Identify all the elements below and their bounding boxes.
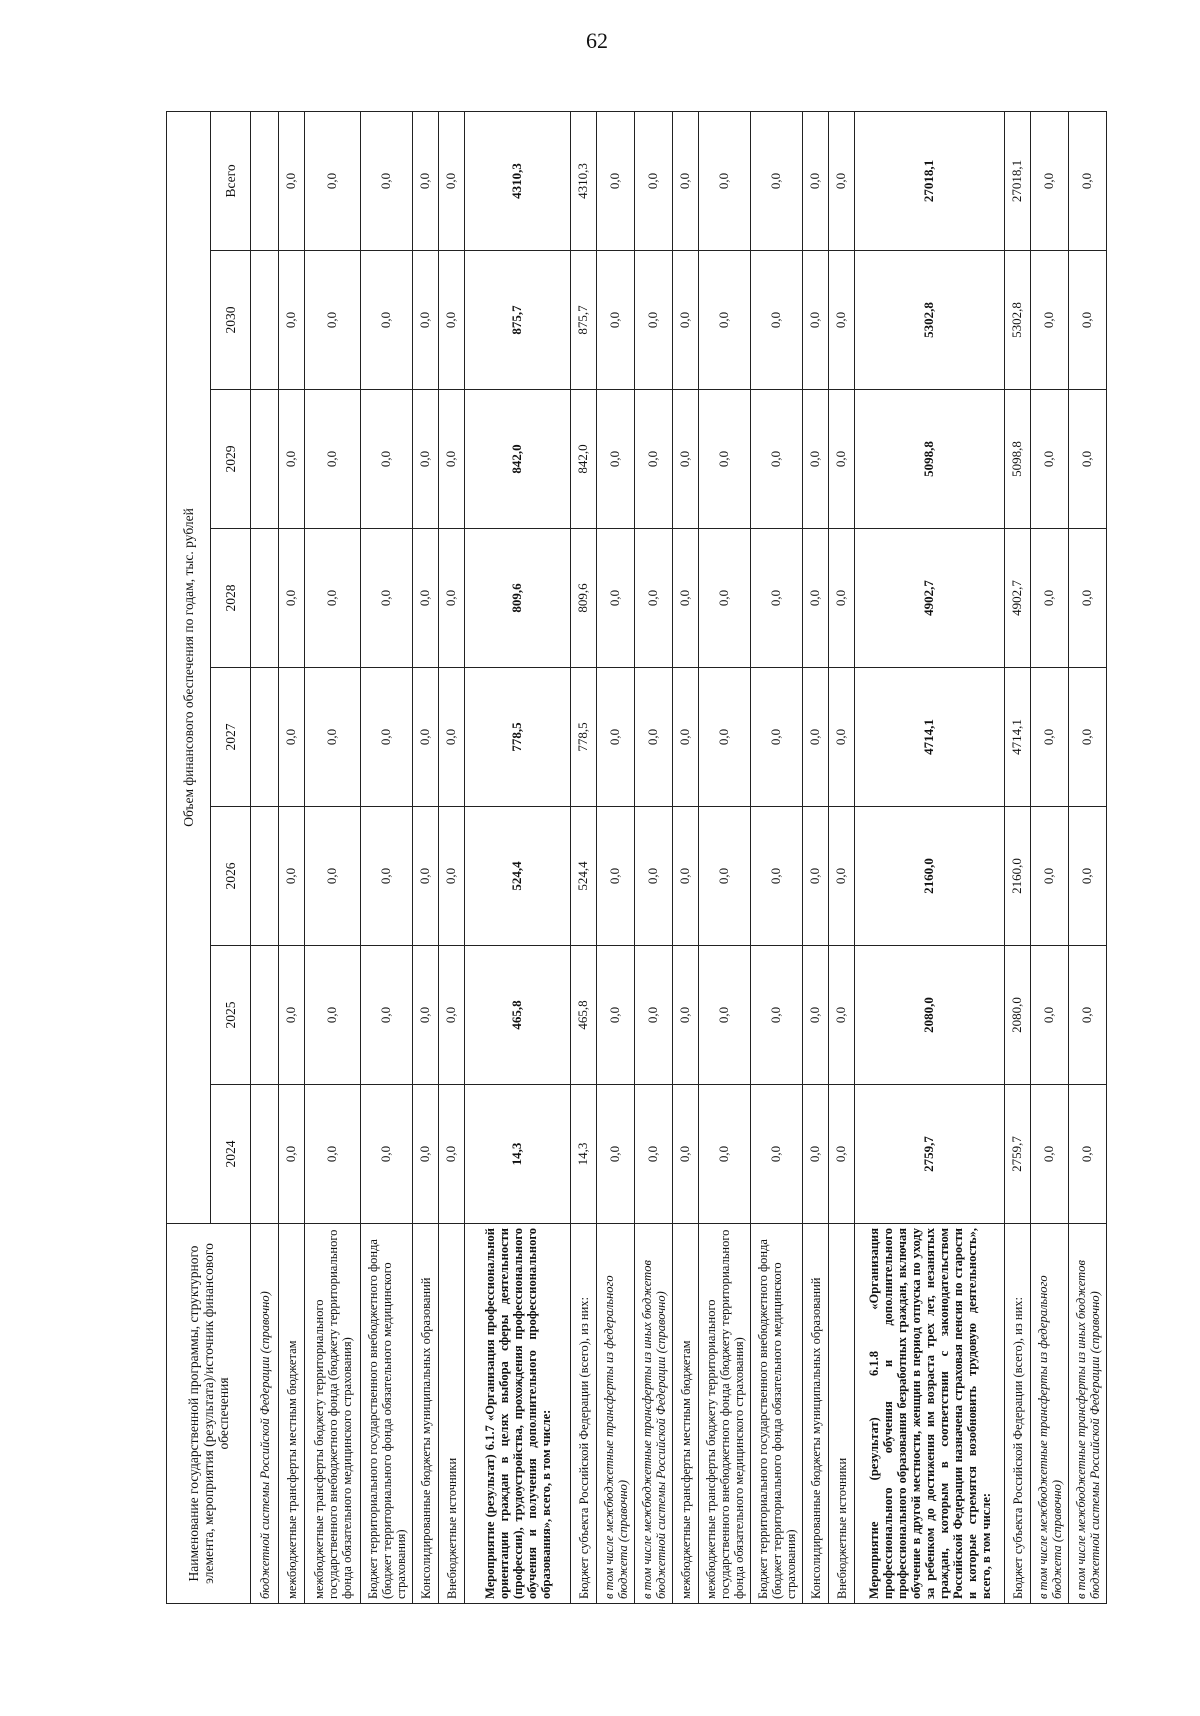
table-row — [673, 111, 699, 1603]
cell-2026: 0,0 — [361, 807, 413, 946]
cell-2028: 0,0 — [1031, 529, 1069, 668]
cell-Всего: 0,0 — [635, 111, 673, 250]
cell-2027: 4714,1 — [855, 668, 1005, 807]
cell-2024: 2759,7 — [855, 1085, 1005, 1224]
cell-2027: 0,0 — [413, 668, 439, 807]
header-year-2027: 2027 — [211, 668, 251, 807]
table-row — [251, 111, 279, 1603]
header-total: Всего — [211, 111, 251, 250]
table-row — [571, 111, 597, 1603]
cell-2025 — [251, 946, 279, 1085]
rotated-table-wrapper — [166, 112, 1102, 1604]
cell-Всего: 27018,1 — [1005, 111, 1031, 250]
cell-2027: 0,0 — [803, 668, 829, 807]
cell-2030 — [251, 251, 279, 390]
cell-Всего: 0,0 — [439, 111, 465, 250]
cell-2025: 0,0 — [597, 946, 635, 1085]
cell-2029 — [251, 390, 279, 529]
table-row — [279, 111, 305, 1603]
cell-2029: 0,0 — [279, 390, 305, 529]
cell-2024: 0,0 — [439, 1085, 465, 1224]
cell-2027: 0,0 — [361, 668, 413, 807]
cell-2027: 0,0 — [439, 668, 465, 807]
cell-2024: 0,0 — [635, 1085, 673, 1224]
cell-2028: 809,6 — [571, 529, 597, 668]
table-row — [635, 111, 673, 1603]
cell-2024: 0,0 — [699, 1085, 751, 1224]
cell-2027: 0,0 — [597, 668, 635, 807]
cell-2026: 0,0 — [751, 807, 803, 946]
header-year-2025: 2025 — [211, 946, 251, 1085]
cell-2028: 4902,7 — [855, 529, 1005, 668]
row-name: в том числе межбюджетные трансферты из иных бюджетов бюджетной системы Российской Федерации (справочно) — [1069, 1224, 1107, 1604]
cell-2027: 0,0 — [1031, 668, 1069, 807]
row-name: межбюджетные трансферты бюджету территориального государственного внебюджетного фонда (бюджету территориального фонда обязательного медицинского страхования) — [699, 1224, 751, 1604]
cell-2028: 0,0 — [829, 529, 855, 668]
row-name: межбюджетные трансферты местным бюджетам — [673, 1224, 699, 1604]
cell-2030: 0,0 — [635, 251, 673, 390]
cell-Всего: 0,0 — [413, 111, 439, 250]
cell-Всего: 4310,3 — [465, 111, 571, 250]
cell-2025: 0,0 — [751, 946, 803, 1085]
cell-2030: 0,0 — [1031, 251, 1069, 390]
cell-2028: 0,0 — [673, 529, 699, 668]
cell-2026: 0,0 — [279, 807, 305, 946]
cell-Всего — [251, 111, 279, 250]
cell-2025: 0,0 — [635, 946, 673, 1085]
cell-Всего: 0,0 — [305, 111, 361, 250]
cell-Всего: 0,0 — [597, 111, 635, 250]
cell-2025: 465,8 — [571, 946, 597, 1085]
table-row — [465, 111, 571, 1603]
cell-2024: 0,0 — [673, 1085, 699, 1224]
cell-2024: 0,0 — [305, 1085, 361, 1224]
cell-Всего: 0,0 — [1031, 111, 1069, 250]
cell-2025: 2080,0 — [1005, 946, 1031, 1085]
table-row — [1005, 111, 1031, 1603]
table-row — [699, 111, 751, 1603]
cell-2028: 0,0 — [305, 529, 361, 668]
cell-2024: 0,0 — [1031, 1085, 1069, 1224]
cell-2026: 2160,0 — [1005, 807, 1031, 946]
row-name: Консолидированные бюджеты муниципальных образований — [803, 1224, 829, 1604]
table-row — [439, 111, 465, 1603]
cell-2028: 0,0 — [1069, 529, 1107, 668]
cell-Всего: 0,0 — [829, 111, 855, 250]
header-year-2024: 2024 — [211, 1085, 251, 1224]
cell-2024: 0,0 — [829, 1085, 855, 1224]
cell-2028: 0,0 — [439, 529, 465, 668]
row-name: межбюджетные трансферты бюджету территориального государственного внебюджетного фонда (бюджету территориального фонда обязательного медицинского страхования) — [305, 1224, 361, 1604]
cell-2029: 0,0 — [439, 390, 465, 529]
cell-2028: 0,0 — [597, 529, 635, 668]
cell-2028: 0,0 — [413, 529, 439, 668]
row-name: Мероприятие (результат) 6.1.7 «Организация профессиональной ориентации граждан в целях выбора сферы деятельности (профессии), трудоустройства, прохождения профессионального обучения и получения дополнительного профессионального образования», всего, в том числе: — [465, 1224, 571, 1604]
table-row — [855, 111, 1005, 1603]
cell-2028: 0,0 — [699, 529, 751, 668]
cell-2029: 842,0 — [465, 390, 571, 529]
cell-Всего: 27018,1 — [855, 111, 1005, 250]
table-row — [1069, 111, 1107, 1603]
cell-2027 — [251, 668, 279, 807]
cell-2030: 0,0 — [803, 251, 829, 390]
cell-2025: 0,0 — [829, 946, 855, 1085]
table-row — [751, 111, 803, 1603]
cell-2030: 0,0 — [751, 251, 803, 390]
cell-2028: 0,0 — [751, 529, 803, 668]
cell-2029: 0,0 — [829, 390, 855, 529]
cell-2026: 0,0 — [699, 807, 751, 946]
cell-2025: 2080,0 — [855, 946, 1005, 1085]
cell-2027: 0,0 — [699, 668, 751, 807]
cell-Всего: 0,0 — [751, 111, 803, 250]
cell-2024: 0,0 — [803, 1085, 829, 1224]
cell-2026: 524,4 — [571, 807, 597, 946]
cell-2028: 4902,7 — [1005, 529, 1031, 668]
cell-2029: 5098,8 — [1005, 390, 1031, 529]
cell-2029: 5098,8 — [855, 390, 1005, 529]
header-volume: Объем финансового обеспечения по годам, тыс. рублей — [167, 111, 211, 1223]
row-name: Внебюджетные источники — [829, 1224, 855, 1604]
row-name: Бюджет территориального государственного внебюджетного фонда (бюджет территориального фонда обязательного медицинского страхования) — [751, 1224, 803, 1604]
cell-Всего: 0,0 — [279, 111, 305, 250]
cell-2029: 842,0 — [571, 390, 597, 529]
cell-2028: 0,0 — [803, 529, 829, 668]
row-name: Внебюджетные источники — [439, 1224, 465, 1604]
cell-Всего: 0,0 — [673, 111, 699, 250]
cell-2025: 0,0 — [305, 946, 361, 1085]
cell-2029: 0,0 — [361, 390, 413, 529]
cell-2029: 0,0 — [597, 390, 635, 529]
cell-2029: 0,0 — [1069, 390, 1107, 529]
header-year-2029: 2029 — [211, 390, 251, 529]
cell-2030: 0,0 — [1069, 251, 1107, 390]
header-year-2026: 2026 — [211, 807, 251, 946]
cell-2026: 0,0 — [635, 807, 673, 946]
cell-2026: 0,0 — [829, 807, 855, 946]
cell-2025: 0,0 — [279, 946, 305, 1085]
table-row — [305, 111, 361, 1603]
cell-2029: 0,0 — [413, 390, 439, 529]
cell-2026: 0,0 — [673, 807, 699, 946]
cell-2026: 0,0 — [413, 807, 439, 946]
cell-Всего: 4310,3 — [571, 111, 597, 250]
cell-2028: 0,0 — [279, 529, 305, 668]
cell-2025: 0,0 — [1031, 946, 1069, 1085]
cell-2030: 0,0 — [413, 251, 439, 390]
row-name: бюджетной системы Российской Федерации (справочно) — [251, 1224, 279, 1604]
row-name: Бюджет территориального государственного внебюджетного фонда (бюджет территориального фонда обязательного медицинского страхования) — [361, 1224, 413, 1604]
cell-2027: 0,0 — [673, 668, 699, 807]
cell-2025: 0,0 — [439, 946, 465, 1085]
cell-2025: 0,0 — [699, 946, 751, 1085]
cell-2025: 0,0 — [1069, 946, 1107, 1085]
cell-2030: 0,0 — [673, 251, 699, 390]
cell-Всего: 0,0 — [1069, 111, 1107, 250]
cell-2025: 0,0 — [673, 946, 699, 1085]
cell-2026: 0,0 — [597, 807, 635, 946]
cell-2024: 2759,7 — [1005, 1085, 1031, 1224]
cell-Всего: 0,0 — [699, 111, 751, 250]
financing-table — [166, 111, 1107, 1604]
cell-2028: 0,0 — [635, 529, 673, 668]
cell-2024: 14,3 — [465, 1085, 571, 1224]
cell-2029: 0,0 — [1031, 390, 1069, 529]
cell-2024: 0,0 — [279, 1085, 305, 1224]
row-name: Консолидированные бюджеты муниципальных образований — [413, 1224, 439, 1604]
cell-2027: 4714,1 — [1005, 668, 1031, 807]
row-name: в том числе межбюджетные трансферты из федерального бюджета (справочно) — [1031, 1224, 1069, 1604]
cell-2026: 2160,0 — [855, 807, 1005, 946]
cell-2026: 524,4 — [465, 807, 571, 946]
cell-Всего: 0,0 — [361, 111, 413, 250]
cell-2026: 0,0 — [439, 807, 465, 946]
table-row — [803, 111, 829, 1603]
table-row — [1031, 111, 1069, 1603]
row-name: межбюджетные трансферты местным бюджетам — [279, 1224, 305, 1604]
cell-2024: 0,0 — [413, 1085, 439, 1224]
cell-2027: 0,0 — [305, 668, 361, 807]
cell-2027: 0,0 — [829, 668, 855, 807]
cell-2024: 0,0 — [1069, 1085, 1107, 1224]
table-body — [251, 111, 1107, 1603]
row-name: Бюджет субъекта Российской Федерации (всего), из них: — [571, 1224, 597, 1604]
cell-2030: 0,0 — [439, 251, 465, 390]
cell-2024: 0,0 — [597, 1085, 635, 1224]
cell-2026: 0,0 — [1069, 807, 1107, 946]
cell-2027: 0,0 — [1069, 668, 1107, 807]
cell-2030: 875,7 — [465, 251, 571, 390]
cell-2030: 0,0 — [305, 251, 361, 390]
cell-2026 — [251, 807, 279, 946]
cell-2025: 465,8 — [465, 946, 571, 1085]
cell-2026: 0,0 — [803, 807, 829, 946]
cell-2027: 778,5 — [571, 668, 597, 807]
cell-2025: 0,0 — [803, 946, 829, 1085]
header-name-column: Наименование государственной программы, структурного элемента, мероприятия (результата)/источник финансового обеспечения — [167, 1224, 251, 1604]
cell-2027: 778,5 — [465, 668, 571, 807]
cell-2026: 0,0 — [1031, 807, 1069, 946]
cell-2028: 0,0 — [361, 529, 413, 668]
cell-2024 — [251, 1085, 279, 1224]
header-year-2028: 2028 — [211, 529, 251, 668]
table-row — [829, 111, 855, 1603]
cell-2027: 0,0 — [635, 668, 673, 807]
cell-2025: 0,0 — [413, 946, 439, 1085]
row-name: Мероприятие (результат) 6.1.8 «Организация профессионального обучения и дополнительного профессионального образования безработных граждан, включая обучение в другой местности, женщин в период отпуска по уходу за ребенком до достижения им возраста трех лет, незанятых граждан, которым в соответствии с законодательством Российской Федерации назначена страховая пенсия по старости и которые стремятся возобновить трудовую деятельность», всего, в том числе: — [855, 1224, 1005, 1604]
table-row — [413, 111, 439, 1603]
cell-2024: 0,0 — [361, 1085, 413, 1224]
row-name: Бюджет субъекта Российской Федерации (всего), из них: — [1005, 1224, 1031, 1604]
cell-2024: 0,0 — [751, 1085, 803, 1224]
cell-2029: 0,0 — [305, 390, 361, 529]
cell-2029: 0,0 — [699, 390, 751, 529]
cell-2030: 0,0 — [279, 251, 305, 390]
cell-2029: 0,0 — [803, 390, 829, 529]
table-row — [597, 111, 635, 1603]
cell-2028: 809,6 — [465, 529, 571, 668]
table-row — [361, 111, 413, 1603]
cell-2030: 0,0 — [829, 251, 855, 390]
cell-2027: 0,0 — [279, 668, 305, 807]
cell-2027: 0,0 — [751, 668, 803, 807]
cell-2030: 0,0 — [597, 251, 635, 390]
cell-2029: 0,0 — [673, 390, 699, 529]
cell-2030: 5302,8 — [1005, 251, 1031, 390]
cell-Всего: 0,0 — [803, 111, 829, 250]
cell-2024: 14,3 — [571, 1085, 597, 1224]
cell-2029: 0,0 — [751, 390, 803, 529]
cell-2030: 0,0 — [361, 251, 413, 390]
cell-2030: 875,7 — [571, 251, 597, 390]
cell-2026: 0,0 — [305, 807, 361, 946]
cell-2028 — [251, 529, 279, 668]
cell-2030: 5302,8 — [855, 251, 1005, 390]
row-name: в том числе межбюджетные трансферты из федерального бюджета (справочно) — [597, 1224, 635, 1604]
page-number: 62 — [586, 28, 608, 53]
cell-2030: 0,0 — [699, 251, 751, 390]
cell-2029: 0,0 — [635, 390, 673, 529]
header-year-2030: 2030 — [211, 251, 251, 390]
cell-2025: 0,0 — [361, 946, 413, 1085]
row-name: в том числе межбюджетные трансферты из иных бюджетов бюджетной системы Российской Федерации (справочно) — [635, 1224, 673, 1604]
